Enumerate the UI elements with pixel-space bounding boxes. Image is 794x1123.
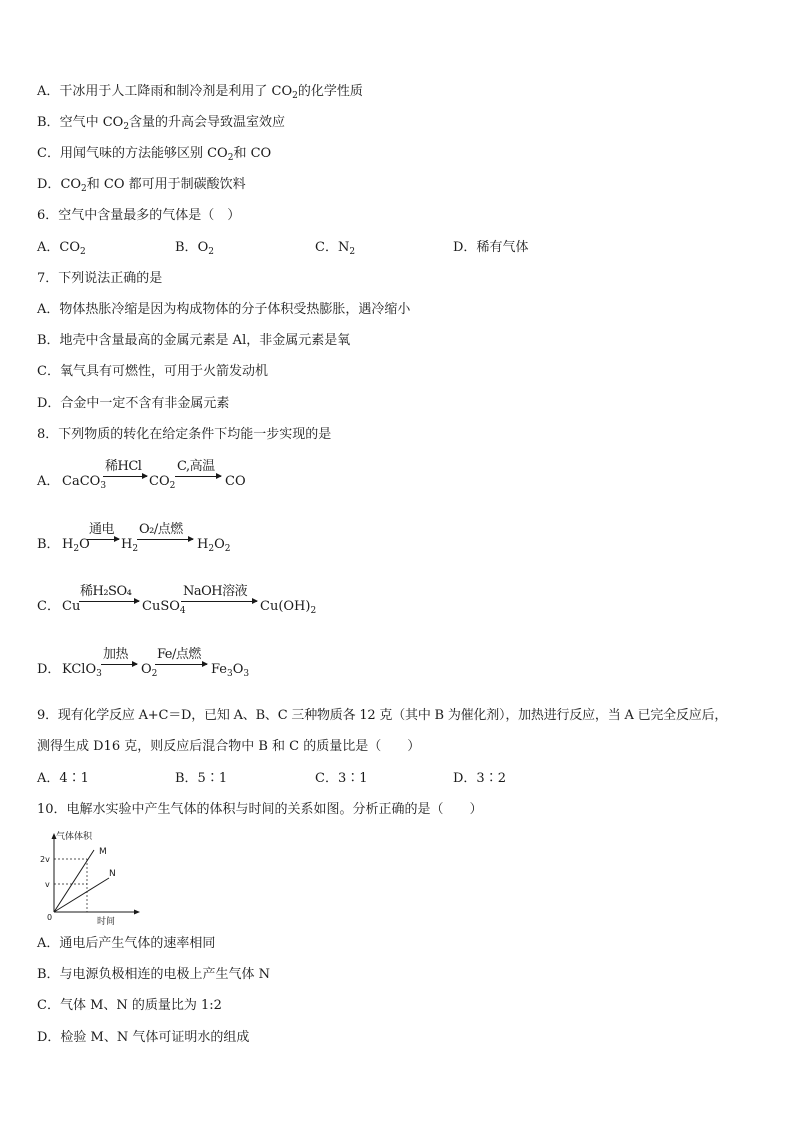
q8a-condition-2: C,高温 <box>177 459 215 474</box>
label-m: M <box>99 847 107 857</box>
y-axis-label: 气体体积 <box>56 832 93 842</box>
q8d-condition-1: 加热 <box>103 647 129 662</box>
q8b-intermediate: $H_2$ <box>121 537 139 554</box>
line-n <box>54 878 109 912</box>
tick-v: v <box>45 880 50 889</box>
q8d-intermediate: $O_2$ <box>141 662 158 679</box>
q8a-arrow-2 <box>175 476 221 477</box>
q8b-condition-1: 通电 <box>89 522 115 537</box>
q8c-arrow-2 <box>181 601 257 602</box>
x-axis-label: 时间 <box>97 917 116 925</box>
x-axis-arrow <box>134 910 140 915</box>
label-n: N <box>109 869 116 879</box>
origin-label: 0 <box>47 913 53 922</box>
q6-option-d: D．稀有气体 <box>453 240 529 255</box>
q8d-arrow-1 <box>101 664 137 665</box>
q9-option-b: B．5∶1 <box>175 771 228 786</box>
q8d-reactant: KClO$_3$ <box>62 662 102 679</box>
q7-option-d: D．合金中一定不含有非金属元素 <box>37 396 230 411</box>
q8a-reactant: CaCO$_3$ <box>62 474 107 491</box>
q8b-arrow-2 <box>137 539 193 540</box>
q8b-condition-2: O₂/点燃 <box>139 522 183 537</box>
q10-option-b: B．与电源负极相连的电极上产生气体 N <box>37 967 271 982</box>
q8b-letter: B． <box>37 537 60 552</box>
q9-stem-line1: 9．现有化学反应 A+C＝D，已知 A、B、C 三种物质各 12 克（其中 B 为催化剂），加热进行反应，当 A 已完全反应后， <box>37 708 728 723</box>
q8b-product: $H_2O_2$ <box>197 537 231 554</box>
q10-volume-time-graph <box>37 830 147 925</box>
q10-stem: 10．电解水实验中产生气体的体积与时间的关系如图。分析正确的是（ ） <box>37 802 483 817</box>
q9-option-c: C．3∶1 <box>315 771 368 786</box>
q7-option-c: C．氧气具有可燃性，可用于火箭发动机 <box>37 364 268 379</box>
q6-option-a: A．$CO_2$ <box>37 240 86 257</box>
q7-option-a: A．物体热胀冷缩是因为构成物体的分子体积受热膨胀，遇冷缩小 <box>37 302 411 317</box>
q8c-letter: C． <box>37 599 60 614</box>
q8a-arrow-1 <box>103 476 147 477</box>
q8a-letter: A． <box>37 474 60 489</box>
q10-option-a: A．通电后产生气体的速率相同 <box>37 936 216 951</box>
q6-stem: 6．空气中含量最多的气体是（ ） <box>37 208 241 223</box>
q8-option-c <box>37 583 457 627</box>
q7-stem: 7．下列说法正确的是 <box>37 271 163 286</box>
q8d-letter: D． <box>37 662 61 677</box>
q10-option-d: D．检验 M、N 气体可证明水的组成 <box>37 1030 250 1045</box>
q8c-condition-1: 稀H₂SO₄ <box>80 584 132 599</box>
q8-stem: 8．下列物质的转化在给定条件下均能一步实现的是 <box>37 427 332 442</box>
q8c-intermediate: CuSO$_4$ <box>142 599 186 616</box>
q8b-reactant: $H_2O$ <box>62 537 90 554</box>
q8a-intermediate: $CO_2$ <box>149 474 176 491</box>
q5-option-b: B．空气中 $CO_2$含量的升高会导致温室效应 <box>37 115 286 132</box>
q8c-reactant: Cu <box>62 599 81 614</box>
q8a-product: CO <box>225 474 246 489</box>
q8d-arrow-2 <box>155 664 207 665</box>
q8c-product: $Cu(OH)_2$ <box>260 599 317 616</box>
q8-option-a <box>37 458 457 502</box>
q8c-condition-2: NaOH溶液 <box>183 584 248 599</box>
q8-option-d <box>37 646 457 690</box>
q8a-condition-1: 稀HCl <box>105 459 142 474</box>
q6-option-c: C．$N_2$ <box>315 240 356 257</box>
q9-stem-line2: 测得生成 D16 克，则反应后混合物中 B 和 C 的质量比是（ ） <box>37 739 421 754</box>
q5-option-a: A．干冰用于人工降雨和制冷剂是利用了 $CO_2$的化学性质 <box>37 84 363 101</box>
q10-option-c: C．气体 M、N 的质量比为 1:2 <box>37 998 222 1013</box>
tick-2v: 2v <box>40 855 50 864</box>
q5-option-c: C．用闻气味的方法能够区别 $CO_2$和 CO <box>37 146 272 163</box>
q7-option-b: B．地壳中含量最高的金属元素是 Al，非金属元素是氧 <box>37 333 351 348</box>
q6-option-b: B．$O_2$ <box>175 240 214 257</box>
q9-option-a: A．4∶1 <box>37 771 89 786</box>
q8c-arrow-1 <box>79 601 139 602</box>
q8d-product: $Fe_3O_3$ <box>211 662 250 679</box>
q8-option-b <box>37 521 457 565</box>
q8b-arrow-1 <box>87 539 119 540</box>
q8d-condition-2: Fe/点燃 <box>157 647 201 662</box>
q5-option-d: D．$CO_2$和 CO 都可用于制碳酸饮料 <box>37 177 246 194</box>
q9-option-d: D．3∶2 <box>453 771 506 786</box>
